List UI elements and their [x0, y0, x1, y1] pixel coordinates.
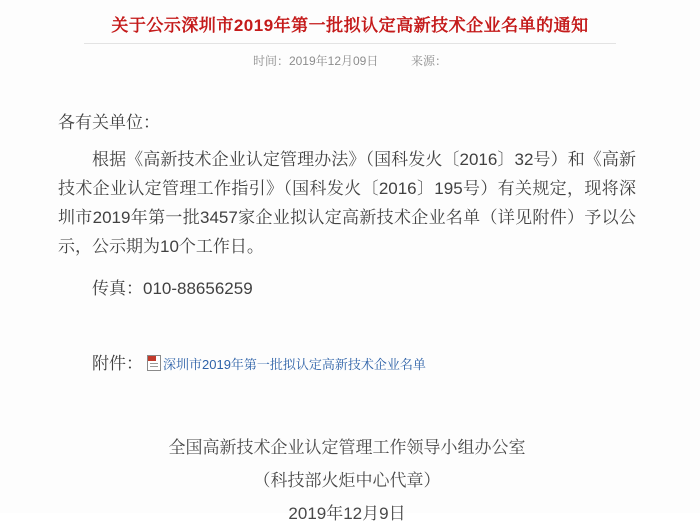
attachment-file-icon[interactable] [147, 355, 161, 371]
meta-time-value: 2019年12月09日 [288, 54, 379, 68]
meta-time-label: 时间： [252, 54, 289, 68]
signature-block [58, 431, 636, 530]
attachment-row [58, 349, 636, 379]
attachment-link-text[interactable]: 深圳市2019年第一批拟认定高新技术企业名单 [163, 357, 426, 372]
salutation: 各有关单位： [58, 113, 160, 132]
meta-row [0, 52, 700, 69]
attachment-link[interactable] [143, 354, 426, 373]
signature-org: 全国高新技术企业认定管理工作领导小组办公室 [168, 438, 526, 457]
page-title: 关于公示深圳市2019年第一批拟认定高新技术企业名单的通知 [111, 16, 589, 35]
attachment-label: 附件： [92, 354, 143, 373]
notice-body [58, 108, 636, 530]
signature-date: 2019年12月9日 [288, 504, 406, 523]
fax-number: 传真：010-88656259 [92, 279, 253, 298]
notice-paragraph: 根据《高新技术企业认定管理办法》（国科发火〔2016〕32号）和《高新技术企业认定管理工作指引》（国科发火〔2016〕195号）有关规定，现将深圳市2019年第一批3457家企业拟认定高新技术企业名单（详见附件）予以公示，公示期为10个工作日。 [58, 150, 636, 256]
title-divider [84, 43, 616, 44]
meta-source-label: 来源： [411, 54, 448, 68]
signature-seal-note: （科技部火炬中心代章） [253, 471, 441, 490]
